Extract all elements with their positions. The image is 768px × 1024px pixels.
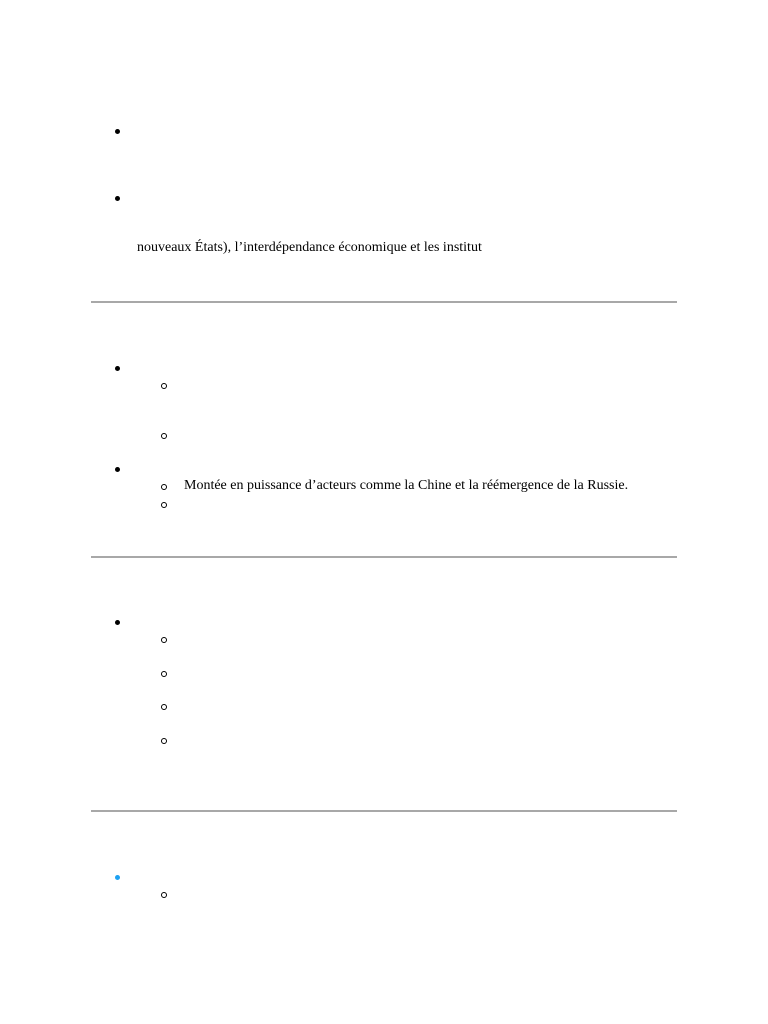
bullet-icon [115, 129, 120, 134]
list-item-text: Montée en puissance d’acteurs comme la Chine et la réémergence de la Russie. [184, 478, 629, 493]
bullet-icon [115, 366, 120, 371]
horizontal-rule [91, 556, 677, 558]
bullet-icon-accent [115, 875, 120, 880]
circle-bullet-icon [161, 892, 167, 898]
bullet-icon [115, 620, 120, 625]
circle-bullet-icon [161, 637, 167, 643]
horizontal-rule [91, 301, 677, 303]
paragraph-text: nouveaux États), l’interdépendance économique et les institut [137, 240, 482, 255]
bullet-icon [115, 467, 120, 472]
circle-bullet-icon [161, 383, 167, 389]
horizontal-rule [91, 810, 677, 812]
circle-bullet-icon [161, 502, 167, 508]
circle-bullet-icon [161, 671, 167, 677]
circle-bullet-icon [161, 433, 167, 439]
circle-bullet-icon [161, 704, 167, 710]
circle-bullet-icon [161, 484, 167, 490]
circle-bullet-icon [161, 738, 167, 744]
bullet-icon [115, 196, 120, 201]
